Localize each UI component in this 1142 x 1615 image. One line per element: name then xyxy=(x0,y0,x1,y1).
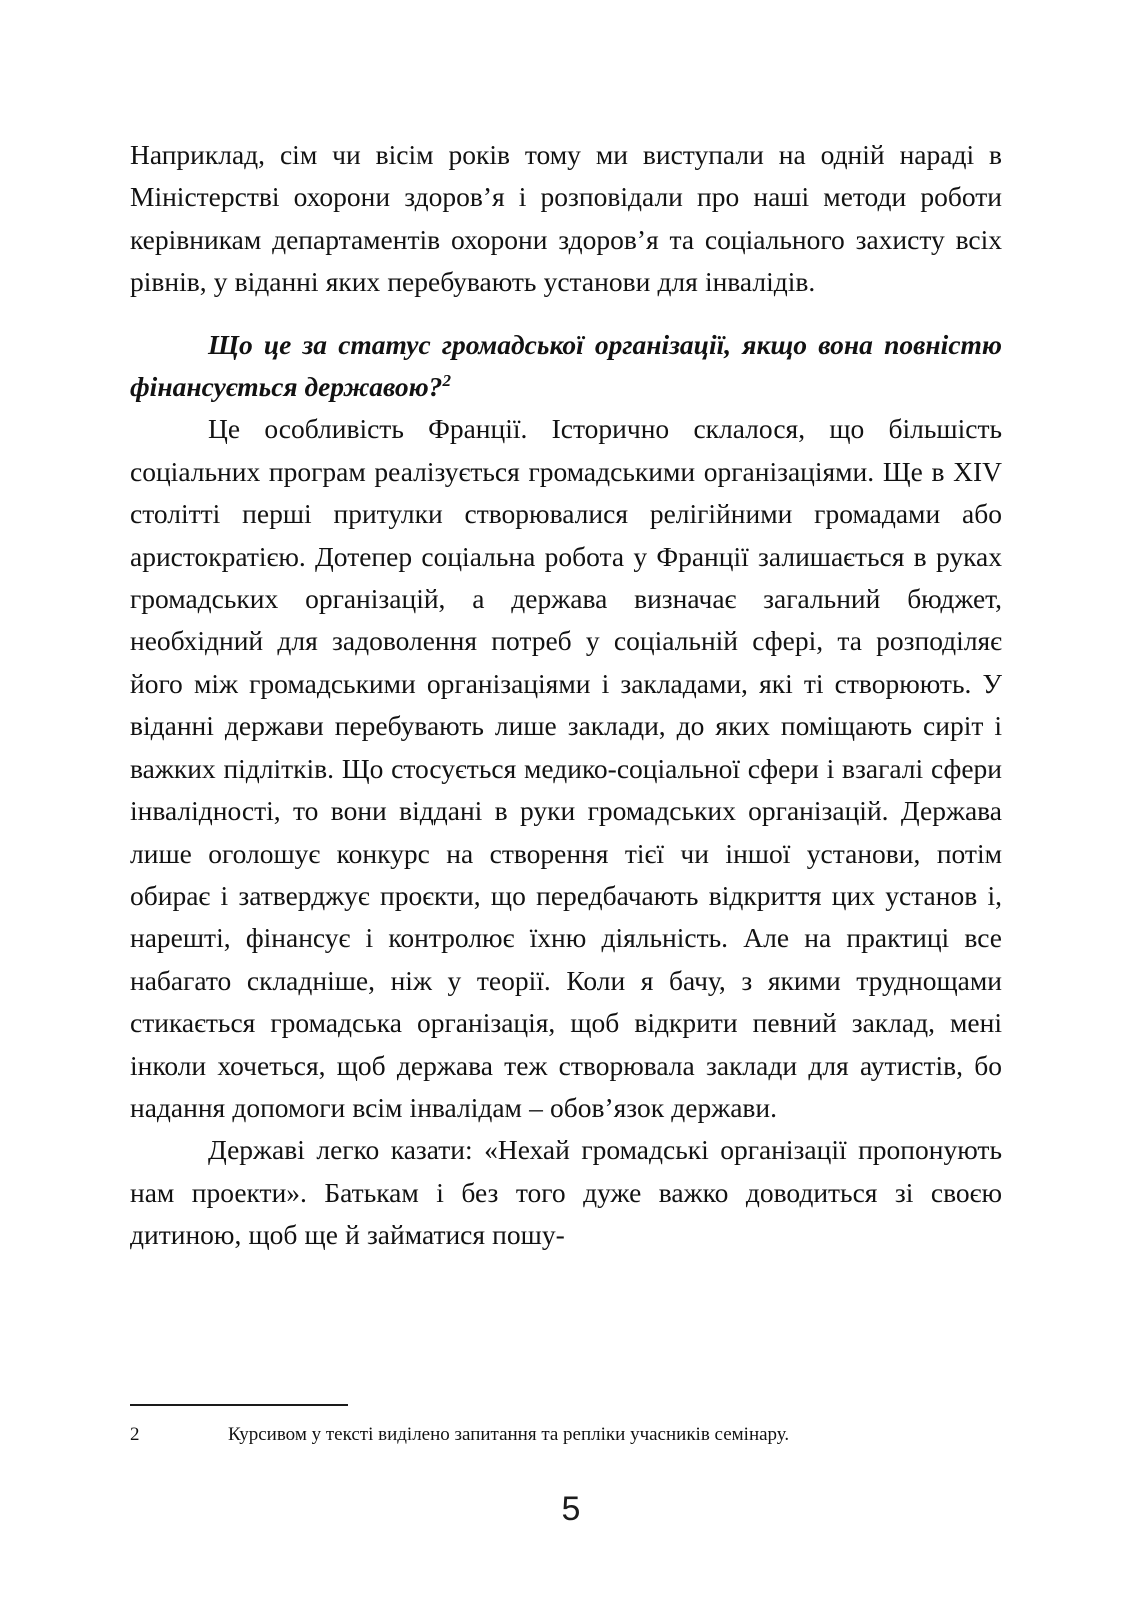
footnote-reference-marker: 2 xyxy=(442,370,451,390)
paragraph-answer: Це особливість Франції. Історично склалося, що більшість соціальних програм реалізується громадськими організаціями. Ще в XIV столітті перші притулки створювалися релігійними громадами або аристократією. Дотепер соціальна робота у Франції залишається в руках громадських організацій, а держава визначає загальний бюджет, необхідний для задоволення потреб у соціальній сфері, та розподіляє його між громадськими організаціями і закладами, які ті створюють. У віданні держави перебувають лише заклади, до яких поміщають сиріт і важких підлітків. Що стосується медико-соціальної сфери і взагалі сфери інвалідності, то вони віддані в руки громадських організацій. Держава лише оголошує конкурс на створення тієї чи іншої установи, потім обирає і затверджує проєкти, що передбачають відкриття цих установ і, нарешті, фінансує і контролює їхню діяльність. Але на практиці все набагато складніше, ніж у теорії. Коли я бачу, з якими труднощами стикається громадська організація, щоб відкрити певний заклад, мені інколи хочеться, щоб держава теж створювала заклади для аутистів, бо надання допомоги всім інвалідам – обов’язок держави. xyxy=(130,413,1002,1123)
page-number: 5 xyxy=(561,1490,581,1528)
paragraph-intro: Наприклад, сім чи вісім років тому ми виступали на одній нараді в Міністерстві охорони здоров’я і розповідали про наші методи роботи керівникам департаментів охорони здоров’я та соціального захисту всіх рівнів, у віданні яких перебувають установи для інвалідів. xyxy=(130,139,1002,298)
footnote-entry xyxy=(130,1422,1002,1448)
footnote-separator-rule xyxy=(130,1404,348,1406)
paragraph-closing: Державі легко казати: «Нехай громадські організації пропонують нам проекти». Батькам і без того дуже важко доводиться зі своєю дитиною, щоб ще й займатися пошу- xyxy=(130,1134,1002,1251)
footnote-text: Курсивом у тексті виділено запитання та репліки учасників семінару. xyxy=(228,1424,790,1445)
paragraph-question xyxy=(130,324,1002,409)
question-text: Що це за статус громадської організації, якщо вона повністю фінансується державою? xyxy=(130,328,1002,403)
footnote-number: 2 xyxy=(130,1424,140,1445)
footnote-area xyxy=(130,1404,1002,1448)
page-text-column xyxy=(130,134,1002,1257)
